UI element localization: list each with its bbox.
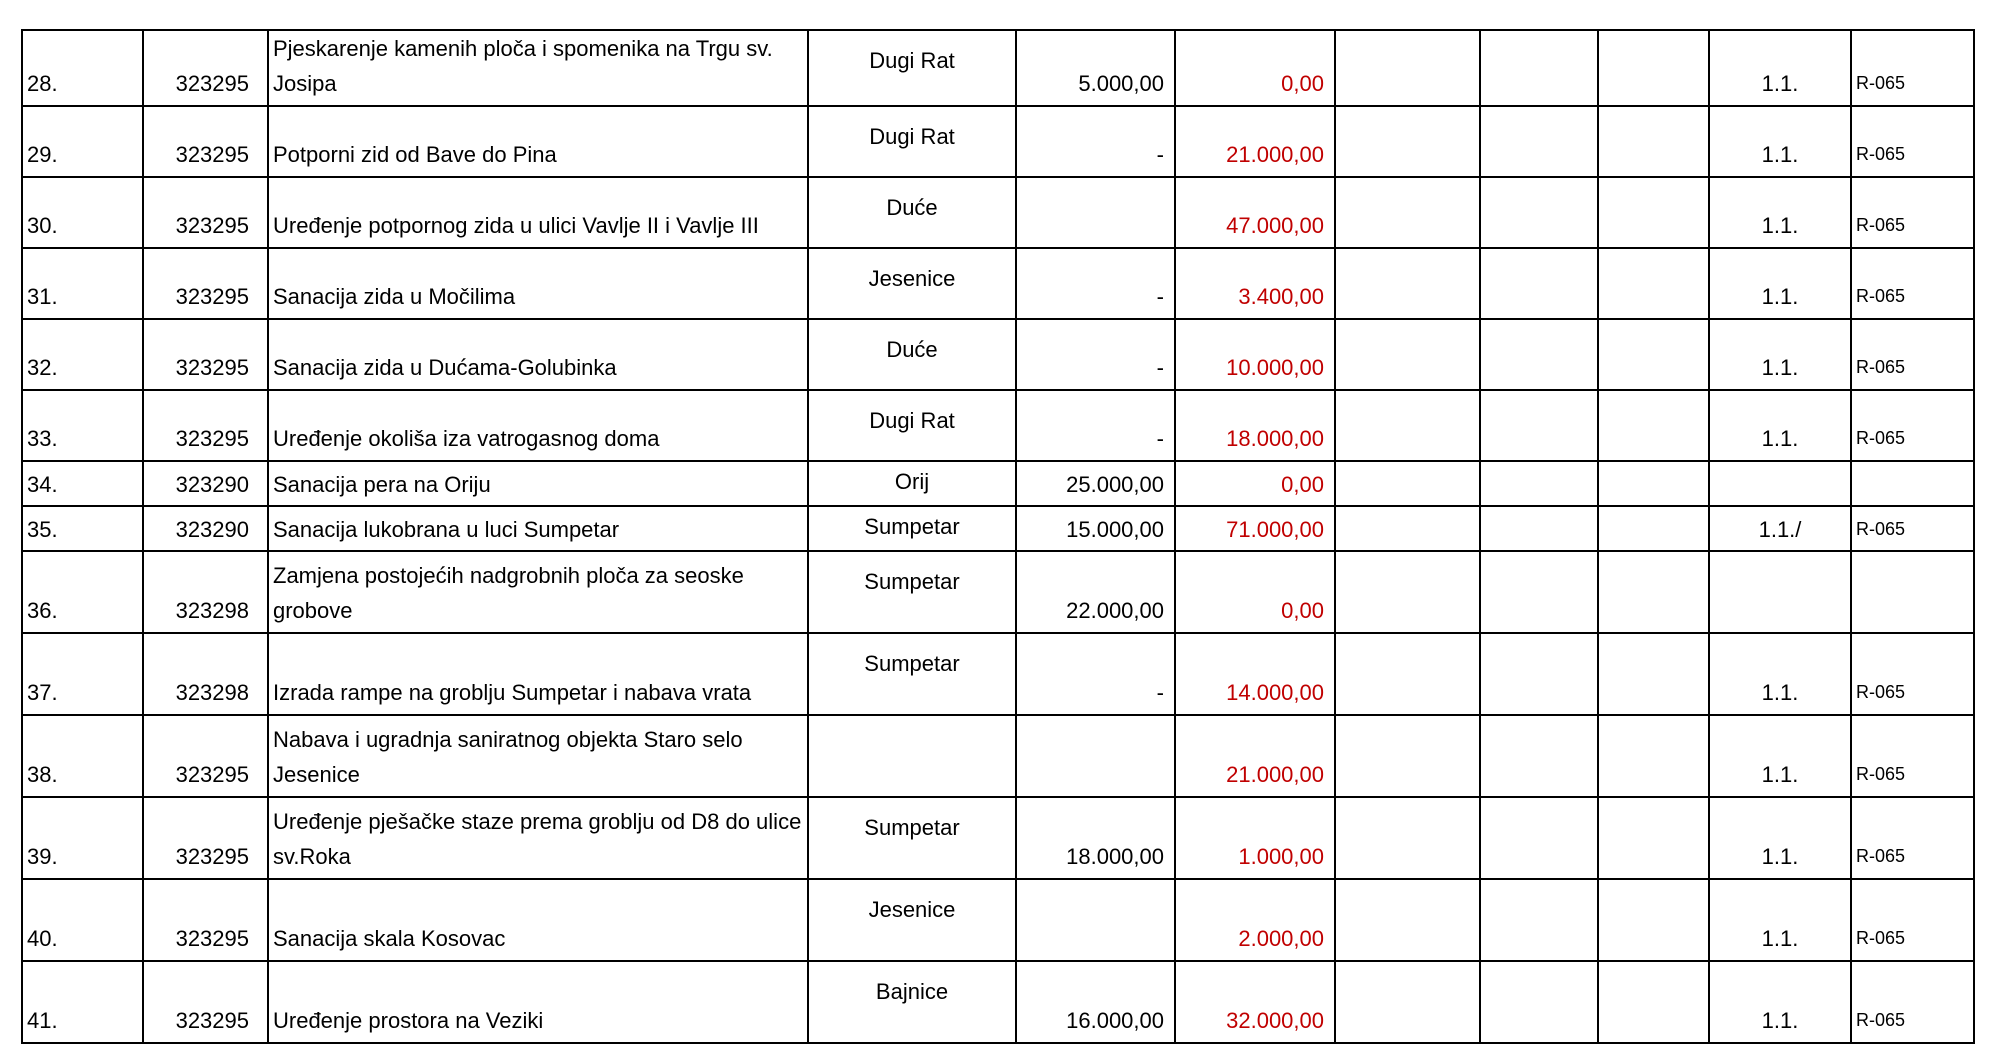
empty-cell[interactable] <box>1598 177 1709 248</box>
activity-cell[interactable]: 1.1. <box>1709 797 1851 879</box>
plan-amount-cell[interactable]: 10.000,00 <box>1175 319 1335 390</box>
table-row <box>22 390 1974 461</box>
empty-cell[interactable] <box>1480 633 1598 715</box>
activity-cell[interactable]: 1.1. <box>1709 633 1851 715</box>
table-row <box>22 106 1974 177</box>
code-cell[interactable]: R-065 <box>1851 390 1974 461</box>
row-number-cell[interactable]: 38. <box>22 715 143 797</box>
plan-amount-cell[interactable]: 32.000,00 <box>1175 961 1335 1043</box>
row-number-cell[interactable]: 39. <box>22 797 143 879</box>
empty-cell[interactable] <box>1598 390 1709 461</box>
table-row <box>22 177 1974 248</box>
empty-cell[interactable] <box>1335 715 1480 797</box>
location-cell[interactable]: Dugi Rat <box>808 30 1016 106</box>
empty-cell[interactable] <box>1480 551 1598 633</box>
description-cell[interactable]: Potporni zid od Bave do Pina <box>268 106 808 177</box>
code-cell[interactable] <box>1851 461 1974 506</box>
row-number-cell[interactable]: 40. <box>22 879 143 961</box>
empty-cell[interactable] <box>1480 506 1598 551</box>
amount-cell[interactable]: - <box>1016 106 1175 177</box>
plan-amount-cell[interactable]: 21.000,00 <box>1175 106 1335 177</box>
location-cell[interactable]: Sumpetar <box>808 506 1016 551</box>
account-cell[interactable]: 323295 <box>143 248 268 319</box>
empty-cell[interactable] <box>1598 506 1709 551</box>
empty-cell[interactable] <box>1335 177 1480 248</box>
table-row <box>22 797 1974 879</box>
account-cell[interactable]: 323290 <box>143 461 268 506</box>
empty-cell[interactable] <box>1335 879 1480 961</box>
empty-cell[interactable] <box>1598 715 1709 797</box>
amount-cell[interactable]: 22.000,00 <box>1016 551 1175 633</box>
empty-cell[interactable] <box>1598 633 1709 715</box>
row-number-cell[interactable]: 28. <box>22 30 143 106</box>
location-cell[interactable]: Orij <box>808 461 1016 506</box>
description-cell[interactable]: Izrada rampe na groblju Sumpetar i nabava vrata <box>268 633 808 715</box>
amount-cell[interactable]: - <box>1016 319 1175 390</box>
row-number-cell[interactable]: 30. <box>22 177 143 248</box>
location-cell[interactable]: Sumpetar <box>808 551 1016 633</box>
code-cell[interactable]: R-065 <box>1851 106 1974 177</box>
plan-amount-cell[interactable]: 47.000,00 <box>1175 177 1335 248</box>
empty-cell[interactable] <box>1598 551 1709 633</box>
account-cell[interactable]: 323298 <box>143 633 268 715</box>
amount-cell[interactable]: 5.000,00 <box>1016 30 1175 106</box>
location-cell[interactable]: Jesenice <box>808 248 1016 319</box>
activity-cell[interactable]: 1.1./ <box>1709 506 1851 551</box>
amount-cell[interactable]: 16.000,00 <box>1016 961 1175 1043</box>
account-cell[interactable]: 323295 <box>143 30 268 106</box>
description-cell[interactable]: Uređenje prostora na Veziki <box>268 961 808 1043</box>
empty-cell[interactable] <box>1335 319 1480 390</box>
row-number-cell[interactable]: 36. <box>22 551 143 633</box>
empty-cell[interactable] <box>1480 106 1598 177</box>
empty-cell[interactable] <box>1480 879 1598 961</box>
table-row <box>22 506 1974 551</box>
empty-cell[interactable] <box>1598 961 1709 1043</box>
activity-cell[interactable]: 1.1. <box>1709 248 1851 319</box>
account-cell[interactable]: 323295 <box>143 797 268 879</box>
code-cell[interactable]: R-065 <box>1851 879 1974 961</box>
description-cell[interactable]: Uređenje potpornog zida u ulici Vavlje II i Vavlje III <box>268 177 808 248</box>
empty-cell[interactable] <box>1480 248 1598 319</box>
plan-amount-cell[interactable]: 0,00 <box>1175 30 1335 106</box>
activity-cell[interactable]: 1.1. <box>1709 715 1851 797</box>
description-cell[interactable]: Zamjena postojećih nadgrobnih ploča za seoske grobove <box>268 551 808 633</box>
location-cell[interactable]: Duće <box>808 177 1016 248</box>
description-cell[interactable]: Sanacija pera na Oriju <box>268 461 808 506</box>
plan-amount-cell[interactable]: 21.000,00 <box>1175 715 1335 797</box>
plan-amount-cell[interactable]: 18.000,00 <box>1175 390 1335 461</box>
account-cell[interactable]: 323295 <box>143 177 268 248</box>
activity-cell[interactable]: 1.1. <box>1709 30 1851 106</box>
description-cell[interactable]: Pjeskarenje kamenih ploča i spomenika na Trgu sv. Josipa <box>268 30 808 106</box>
activity-cell[interactable]: 1.1. <box>1709 961 1851 1043</box>
description-cell[interactable]: Uređenje pješačke staze prema groblju od D8 do ulice sv.Roka <box>268 797 808 879</box>
activity-cell[interactable]: 1.1. <box>1709 319 1851 390</box>
location-cell[interactable]: Sumpetar <box>808 633 1016 715</box>
empty-cell[interactable] <box>1335 390 1480 461</box>
row-number-cell[interactable]: 34. <box>22 461 143 506</box>
empty-cell[interactable] <box>1598 461 1709 506</box>
empty-cell[interactable] <box>1335 461 1480 506</box>
amount-cell[interactable] <box>1016 715 1175 797</box>
location-cell[interactable]: Bajnice <box>808 961 1016 1043</box>
empty-cell[interactable] <box>1480 715 1598 797</box>
row-number-cell[interactable]: 37. <box>22 633 143 715</box>
amount-cell[interactable]: - <box>1016 248 1175 319</box>
activity-cell[interactable]: 1.1. <box>1709 390 1851 461</box>
description-cell[interactable]: Sanacija zida u Dućama-Golubinka <box>268 319 808 390</box>
empty-cell[interactable] <box>1480 390 1598 461</box>
empty-cell[interactable] <box>1480 461 1598 506</box>
amount-cell[interactable] <box>1016 177 1175 248</box>
plan-amount-cell[interactable]: 1.000,00 <box>1175 797 1335 879</box>
empty-cell[interactable] <box>1598 248 1709 319</box>
row-number-cell[interactable]: 41. <box>22 961 143 1043</box>
account-cell[interactable]: 323295 <box>143 961 268 1043</box>
location-cell[interactable]: Sumpetar <box>808 797 1016 879</box>
code-cell[interactable]: R-065 <box>1851 248 1974 319</box>
table-row <box>22 461 1974 506</box>
code-cell[interactable]: R-065 <box>1851 797 1974 879</box>
location-cell[interactable]: Jesenice <box>808 879 1016 961</box>
budget-table <box>21 29 1975 1044</box>
table-row <box>22 715 1974 797</box>
empty-cell[interactable] <box>1480 797 1598 879</box>
code-cell[interactable] <box>1851 551 1974 633</box>
table-row <box>22 319 1974 390</box>
table-row <box>22 248 1974 319</box>
empty-cell[interactable] <box>1335 506 1480 551</box>
row-number-cell[interactable]: 33. <box>22 390 143 461</box>
activity-cell[interactable] <box>1709 461 1851 506</box>
plan-amount-cell[interactable]: 0,00 <box>1175 551 1335 633</box>
code-cell[interactable]: R-065 <box>1851 715 1974 797</box>
location-cell[interactable] <box>808 715 1016 797</box>
description-cell[interactable]: Sanacija zida u Močilima <box>268 248 808 319</box>
empty-cell[interactable] <box>1335 248 1480 319</box>
account-cell[interactable]: 323295 <box>143 715 268 797</box>
description-cell[interactable]: Nabava i ugradnja saniratnog objekta Staro selo Jesenice <box>268 715 808 797</box>
code-cell[interactable]: R-065 <box>1851 319 1974 390</box>
account-cell[interactable]: 323290 <box>143 506 268 551</box>
amount-cell[interactable] <box>1016 879 1175 961</box>
empty-cell[interactable] <box>1480 30 1598 106</box>
empty-cell[interactable] <box>1598 797 1709 879</box>
plan-amount-cell[interactable]: 2.000,00 <box>1175 879 1335 961</box>
table-row <box>22 30 1974 106</box>
empty-cell[interactable] <box>1598 319 1709 390</box>
code-cell[interactable]: R-065 <box>1851 177 1974 248</box>
empty-cell[interactable] <box>1598 30 1709 106</box>
account-cell[interactable]: 323295 <box>143 390 268 461</box>
plan-amount-cell[interactable]: 71.000,00 <box>1175 506 1335 551</box>
empty-cell[interactable] <box>1335 633 1480 715</box>
description-cell[interactable]: Sanacija lukobrana u luci Sumpetar <box>268 506 808 551</box>
empty-cell[interactable] <box>1480 177 1598 248</box>
activity-cell[interactable]: 1.1. <box>1709 879 1851 961</box>
activity-cell[interactable] <box>1709 551 1851 633</box>
activity-cell[interactable]: 1.1. <box>1709 106 1851 177</box>
location-cell[interactable]: Dugi Rat <box>808 106 1016 177</box>
table-row <box>22 879 1974 961</box>
amount-cell[interactable]: 18.000,00 <box>1016 797 1175 879</box>
amount-cell[interactable]: - <box>1016 390 1175 461</box>
description-cell[interactable]: Sanacija skala Kosovac <box>268 879 808 961</box>
empty-cell[interactable] <box>1335 551 1480 633</box>
empty-cell[interactable] <box>1598 106 1709 177</box>
empty-cell[interactable] <box>1335 797 1480 879</box>
account-cell[interactable]: 323295 <box>143 319 268 390</box>
location-cell[interactable]: Dugi Rat <box>808 390 1016 461</box>
account-cell[interactable]: 323298 <box>143 551 268 633</box>
code-cell[interactable]: R-065 <box>1851 506 1974 551</box>
plan-amount-cell[interactable]: 14.000,00 <box>1175 633 1335 715</box>
table-row <box>22 551 1974 633</box>
empty-cell[interactable] <box>1335 106 1480 177</box>
empty-cell[interactable] <box>1480 319 1598 390</box>
amount-cell[interactable]: - <box>1016 633 1175 715</box>
code-cell[interactable]: R-065 <box>1851 30 1974 106</box>
amount-cell[interactable]: 25.000,00 <box>1016 461 1175 506</box>
code-cell[interactable]: R-065 <box>1851 633 1974 715</box>
plan-amount-cell[interactable]: 3.400,00 <box>1175 248 1335 319</box>
row-number-cell[interactable]: 35. <box>22 506 143 551</box>
plan-amount-cell[interactable]: 0,00 <box>1175 461 1335 506</box>
description-cell[interactable]: Uređenje okoliša iza vatrogasnog doma <box>268 390 808 461</box>
amount-cell[interactable]: 15.000,00 <box>1016 506 1175 551</box>
row-number-cell[interactable]: 29. <box>22 106 143 177</box>
account-cell[interactable]: 323295 <box>143 879 268 961</box>
empty-cell[interactable] <box>1480 961 1598 1043</box>
table-row <box>22 633 1974 715</box>
row-number-cell[interactable]: 31. <box>22 248 143 319</box>
row-number-cell[interactable]: 32. <box>22 319 143 390</box>
location-cell[interactable]: Duće <box>808 319 1016 390</box>
account-cell[interactable]: 323295 <box>143 106 268 177</box>
code-cell[interactable]: R-065 <box>1851 961 1974 1043</box>
empty-cell[interactable] <box>1598 879 1709 961</box>
table-row <box>22 961 1974 1043</box>
empty-cell[interactable] <box>1335 30 1480 106</box>
empty-cell[interactable] <box>1335 961 1480 1043</box>
activity-cell[interactable]: 1.1. <box>1709 177 1851 248</box>
